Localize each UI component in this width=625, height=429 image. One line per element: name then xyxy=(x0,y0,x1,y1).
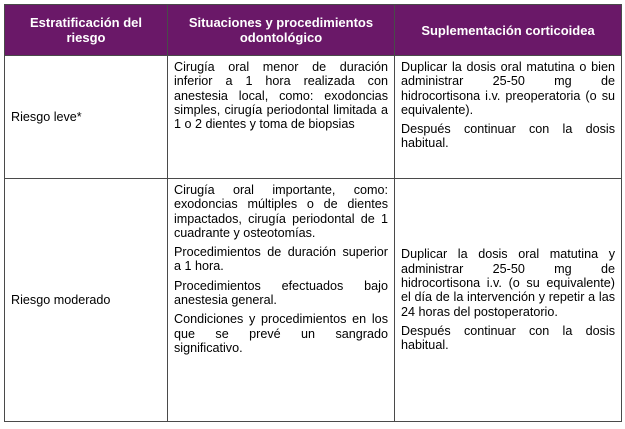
procedures-cell xyxy=(168,179,395,422)
table-row-low-risk xyxy=(5,56,622,179)
supplementation-text: Duplicar la dosis oral matutina y administrar 25-50 mg de hidrocortisona i.v. (o su equivalente) el día de la intervención y repetir a las 24 horas del postoperatorio. xyxy=(401,247,615,319)
procedure-text: Condiciones y procedimientos en los que se prevé un sangrado significativo. xyxy=(174,312,388,355)
risk-level-cell: Riesgo leve* xyxy=(5,56,168,179)
procedure-text: Cirugía oral menor de duración inferior a 1 hora realizada con anestesia local, como: exodoncias simples, cirugía periodontal limitada a 1 o 2 dientes y toma de biopsias xyxy=(174,60,388,132)
supplementation-text: Después continuar con la dosis habitual. xyxy=(401,323,615,353)
supplementation-text: Después continuar con la dosis habitual. xyxy=(401,122,615,151)
procedure-text: Procedimientos de duración superior a 1 hora. xyxy=(174,245,388,274)
corticoid-supplementation-table xyxy=(4,4,622,422)
procedure-text: Cirugía oral importante, como: exodoncias múltiples o de dientes impactados, cirugía periodontal de 1 cuadrante y osteotomías. xyxy=(174,183,388,240)
supplementation-cell xyxy=(395,179,622,422)
procedures-cell xyxy=(168,56,395,179)
header-risk-stratification: Estratificación del riesgo xyxy=(5,5,168,56)
procedure-text: Procedimientos efectuados bajo anestesia general. xyxy=(174,278,388,308)
header-procedures: Situaciones y procedimientos odontológico xyxy=(168,5,395,56)
risk-level-cell: Riesgo moderado xyxy=(5,179,168,422)
table-row-moderate-risk xyxy=(5,179,622,422)
supplementation-text: Duplicar la dosis oral matutina o bien administrar 25-50 mg de hidrocortisona i.v. preoperatoria (o su equivalente). xyxy=(401,60,615,117)
header-row xyxy=(5,5,622,56)
supplementation-cell xyxy=(395,56,622,179)
header-supplementation: Suplementación corticoidea xyxy=(395,5,622,56)
